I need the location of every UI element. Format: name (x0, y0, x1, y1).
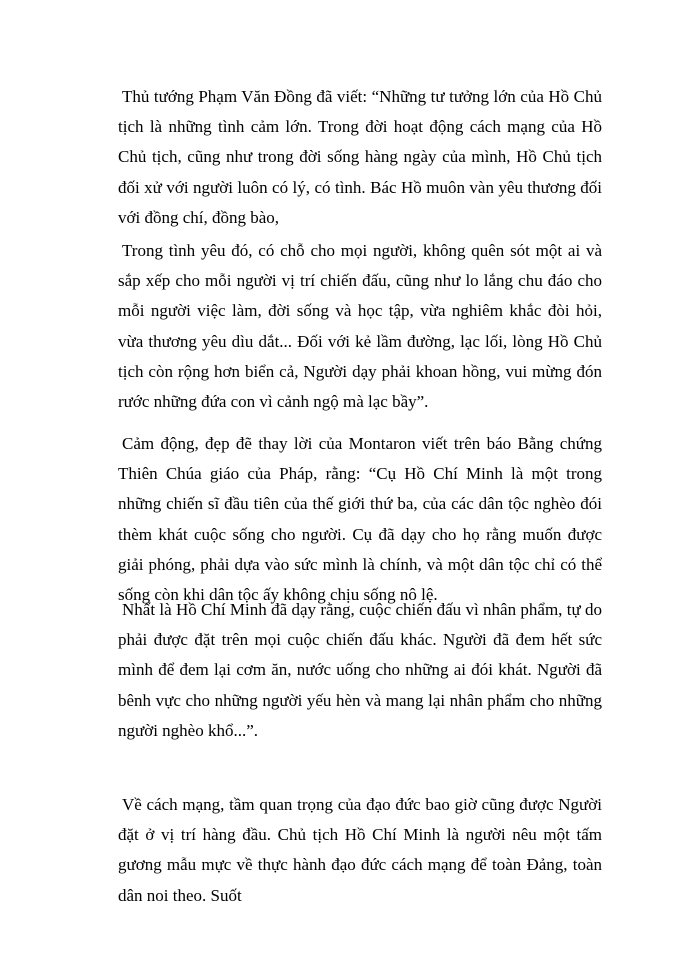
paragraph-1: Thủ tướng Phạm Văn Đồng đã viết: “Những tư tưởng lớn của Hồ Chủ tịch là những tình cảm lớn. Trong đời hoạt động cách mạng của Hồ Chủ tịch, cũng như trong đời sống hàng ngày của mình, Hồ Chủ tịch đối xử với người luôn có lý, có tình. Bác Hồ muôn vàn yêu thương đối với đồng chí, đồng bào, (118, 87, 602, 227)
paragraph-2: Trong tình yêu đó, có chỗ cho mọi người, không quên sót một ai và sắp xếp cho mỗi người vị trí chiến đấu, cũng như lo lắng chu đáo cho mỗi người việc làm, đời sống và học tập, vừa nghiêm khắc đòi hỏi, vừa thương yêu dìu dắt... Đối với kẻ lầm đường, lạc lối, lòng Hồ Chủ tịch còn rộng hơn biển cả, Người dạy phải khoan hồng, vui mừng đón rước những đứa con vì cảnh ngộ mà lạc bầy”. (118, 241, 602, 412)
paragraph-3: Cảm động, đẹp đẽ thay lời của Montaron viết trên báo Bằng chứng Thiên Chúa giáo của Pháp, rằng: “Cụ Hồ Chí Minh là một trong những chiến sĩ đầu tiên của thế giới thứ ba, của các dân tộc nghèo đói thèm khát cuộc sống cho người. Cụ đã dạy cho họ rằng muốn được giải phóng, phải dựa vào sức mình là chính, và một dân tộc chỉ có thể sống còn khi dân tộc ấy không chịu sống nô lệ. (118, 434, 602, 605)
paragraph-4: Nhất là Hồ Chí Minh đã dạy rằng, cuộc chiến đấu vì nhân phẩm, tự do phải được đặt trên mọi cuộc chiến đấu khác. Người đã đem hết sức mình để đem lại cơm ăn, nước uống cho những ai đói khát. Người đã bênh vực cho những người yếu hèn và mang lại nhân phẩm cho những người nghèo khổ...”. (118, 600, 602, 740)
paragraph-5: Về cách mạng, tầm quan trọng của đạo đức bao giờ cũng được Người đặt ở vị trí hàng đầu. Chủ tịch Hồ Chí Minh là người nêu một tấm gương mẫu mực về thực hành đạo đức cách mạng để toàn Đảng, toàn dân noi theo. Suốt (118, 795, 602, 905)
